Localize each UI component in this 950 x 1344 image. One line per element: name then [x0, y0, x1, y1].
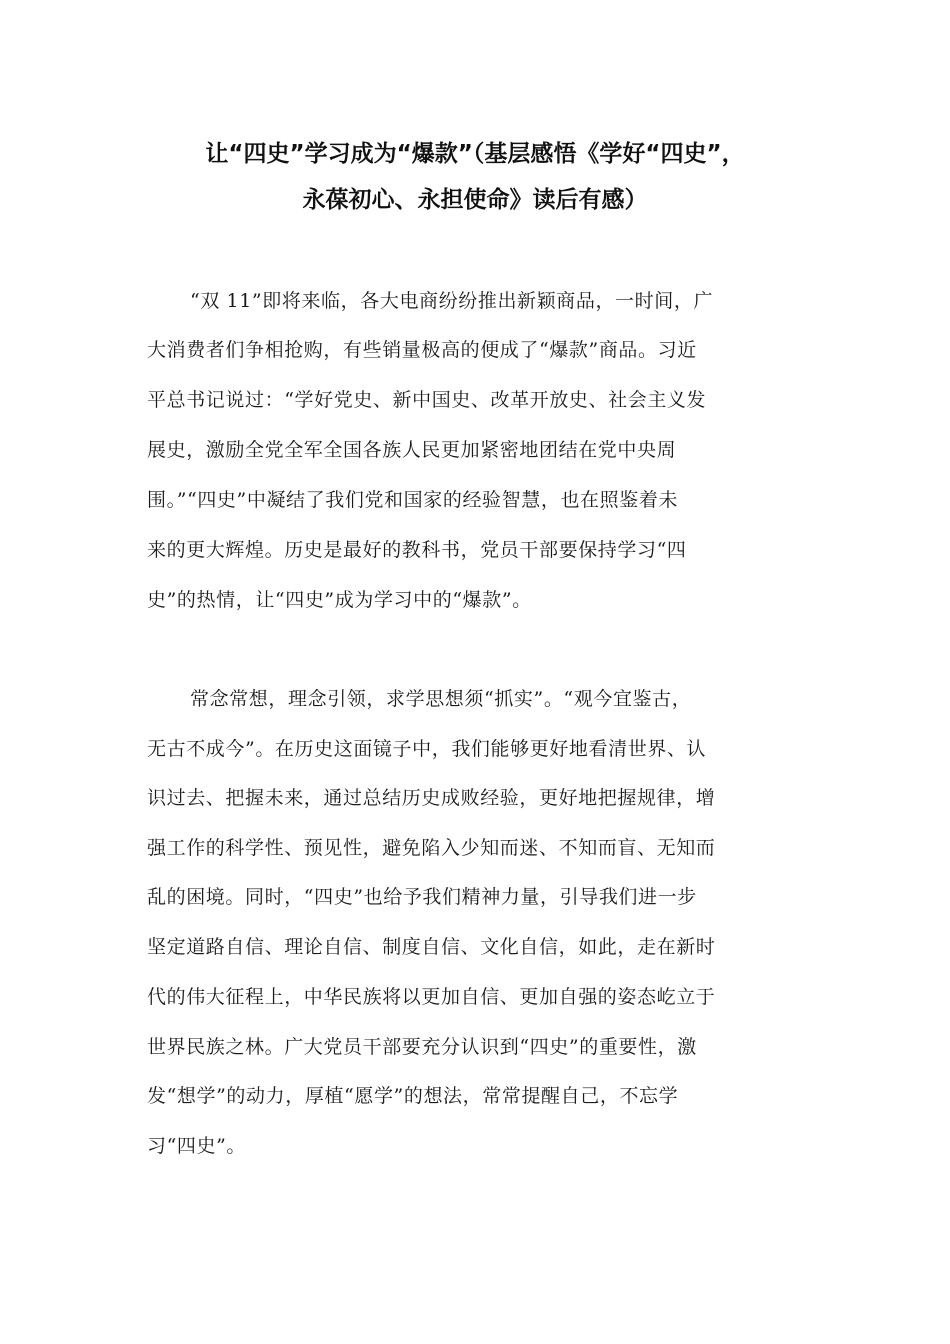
paragraph-2-line: 代的伟大征程上，中华民族将以更加自信、更加自强的姿态屹立于 [147, 986, 716, 1008]
document-title-line-1: 让“四史”学习成为“爆款”（基层感悟《学好“四史”， [205, 141, 745, 167]
paragraph-2-line: 坚定道路自信、理论自信、制度自信、文化自信，如此，走在新时 [147, 936, 716, 958]
paragraph-1-line: 围。”“四史”中凝结了我们党和国家的经验智慧，也在照鉴着未 [147, 489, 679, 511]
paragraph-2-line: 乱的困境。同时，“四史”也给予我们精神力量，引导我们进一步 [147, 886, 697, 908]
paragraph-2-line: 发“想学”的动力，厚植“愿学”的想法，常常提醒自己，不忘学 [147, 1085, 679, 1107]
paragraph-1-line: 大消费者们争相抢购，有些销量极高的便成了“爆款”商品。习近 [147, 339, 697, 361]
paragraph-2-line: 世界民族之林。广大党员干部要充分认识到“四史”的重要性，激 [147, 1036, 697, 1058]
paragraph-1-line: 平总书记说过：“学好党史、新中国史、改革开放史、社会主义发 [147, 389, 707, 411]
paragraph-1-line: “双 11”即将来临，各大电商纷纷推出新颖商品，一时间，广 [190, 290, 714, 312]
paragraph-2-line: 强工作的科学性、预见性，避免陷入少知而迷、不知而盲、无知而 [147, 837, 716, 859]
paragraph-1-line: 来的更大辉煌。历史是最好的教科书，党员干部要保持学习“四 [147, 539, 687, 561]
paragraph-1-line: 展史，激励全党全军全国各族人民更加紧密地团结在党中央周 [147, 439, 677, 461]
paragraph-2-line: 无古不成今”。在历史这面镜子中，我们能够更好地看清世界、认 [147, 738, 707, 760]
paragraph-2-line: 识过去、把握未来，通过总结历史成败经验，更好地把握规律，增 [147, 787, 716, 809]
paragraph-1-line: 史”的热情，让“四史”成为学习中的“爆款”。 [147, 589, 532, 611]
paragraph-2-line: 习“四史”。 [147, 1135, 247, 1157]
document-title-line-2: 永葆初心、永担使命》读后有感） [302, 187, 648, 213]
paragraph-2-line: 常念常想，理念引领，求学思想须“抓实”。“观今宜鉴古， [190, 688, 692, 710]
